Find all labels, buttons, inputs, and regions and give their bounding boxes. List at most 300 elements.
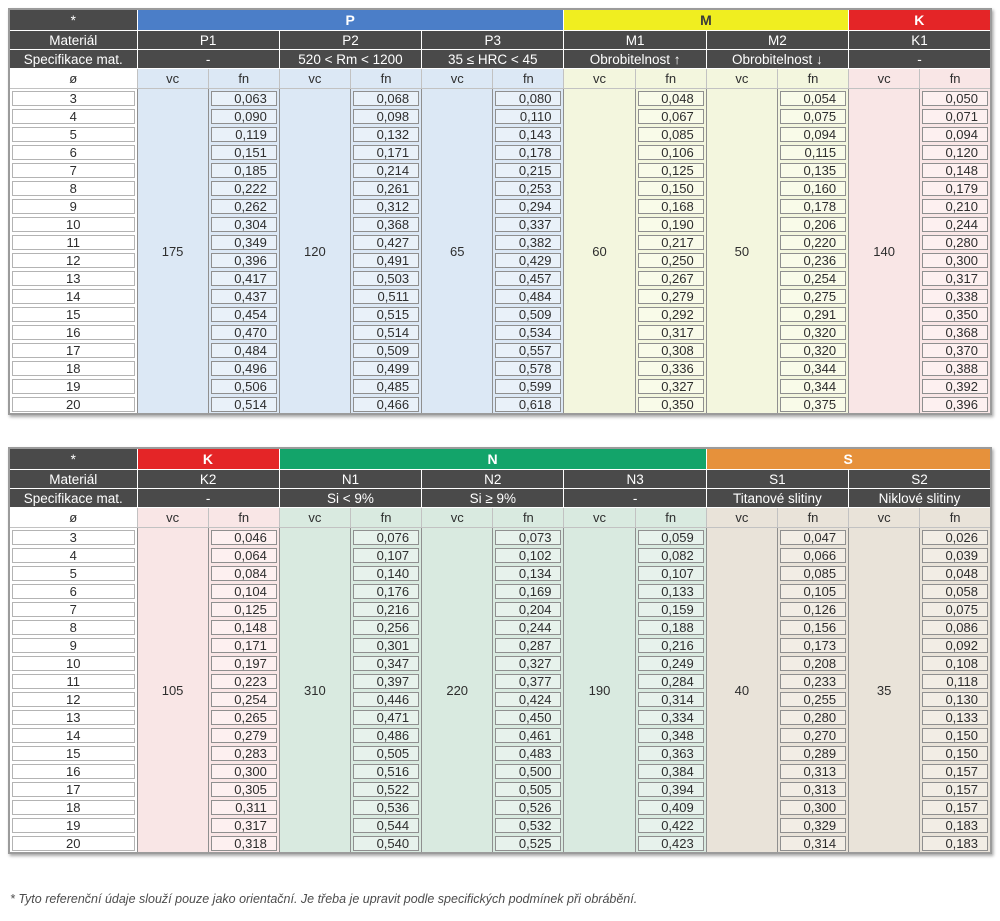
diameter-cell [9,125,137,143]
fn-value-N1 [350,528,421,547]
fn-value-S2 [920,690,991,708]
vc-value-P3: 65 [422,89,493,415]
fn-value-S1 [777,762,848,780]
fn-value-N1-box: 0,536 [353,800,419,815]
fn-value-M1-box: 0,150 [638,181,704,196]
fn-value-M1 [635,215,706,233]
diameter-cell-box: 18 [12,361,135,376]
fn-value-P3-box: 0,143 [495,127,561,142]
diameter-cell [9,744,137,762]
diameter-cell [9,305,137,323]
material-K1: K1 [849,31,991,50]
vc-value-N2: 220 [422,528,493,854]
fn-header-N2: fn [493,508,564,528]
diameter-cell [9,564,137,582]
fn-value-P2-box: 0,427 [353,235,419,250]
fn-value-S1-box: 0,314 [780,836,846,851]
fn-value-K1-box: 0,317 [922,271,988,286]
diameter-cell-box: 15 [12,746,135,761]
fn-value-S2 [920,672,991,690]
fn-value-K2-box: 0,283 [211,746,277,761]
diameter-cell-box: 15 [12,307,135,322]
fn-value-S2-box: 0,058 [922,584,988,599]
fn-value-N1 [350,636,421,654]
fn-value-S2 [920,600,991,618]
fn-value-P1-box: 0,496 [211,361,277,376]
fn-value-M1 [635,341,706,359]
fn-value-M2-box: 0,220 [780,235,846,250]
fn-value-K2 [208,600,279,618]
diameter-cell-box: 6 [12,584,135,599]
fn-value-N2-box: 0,526 [495,800,561,815]
fn-value-S2-box: 0,157 [922,800,988,815]
fn-value-S2 [920,816,991,834]
fn-value-N2 [493,528,564,547]
vc-header-N1: vc [279,508,350,528]
fn-value-K2 [208,690,279,708]
vc-value-S2: 35 [849,528,920,854]
fn-value-K1 [920,89,991,108]
fn-value-P1-box: 0,349 [211,235,277,250]
material-label: Materiál [9,31,137,50]
fn-value-P3 [493,269,564,287]
fn-value-K1-box: 0,388 [922,361,988,376]
diameter-header: ø [9,508,137,528]
fn-value-S1 [777,546,848,564]
fn-header-N3: fn [635,508,706,528]
fn-value-K1-box: 0,244 [922,217,988,232]
spec-N3: - [564,489,706,508]
vc-header-N3: vc [564,508,635,528]
fn-value-S1-box: 0,289 [780,746,846,761]
spec-N1: Si < 9% [279,489,421,508]
diameter-cell [9,708,137,726]
fn-value-N3 [635,636,706,654]
diameter-cell-box: 17 [12,343,135,358]
fn-value-N3-box: 0,159 [638,602,704,617]
fn-value-S1 [777,600,848,618]
fn-value-N3-box: 0,348 [638,728,704,743]
fn-value-P3 [493,215,564,233]
fn-value-K1-box: 0,280 [922,235,988,250]
material-P1: P1 [137,31,279,50]
fn-value-N1 [350,600,421,618]
fn-value-P1-box: 0,185 [211,163,277,178]
fn-value-K2 [208,528,279,547]
fn-value-M1-box: 0,067 [638,109,704,124]
fn-value-N3-box: 0,409 [638,800,704,815]
fn-value-S1 [777,708,848,726]
fn-value-N2-box: 0,424 [495,692,561,707]
fn-value-M2-box: 0,178 [780,199,846,214]
fn-value-N1-box: 0,256 [353,620,419,635]
fn-value-N3-box: 0,188 [638,620,704,635]
fn-value-K2 [208,834,279,853]
fn-value-M2-box: 0,160 [780,181,846,196]
fn-value-M2-box: 0,206 [780,217,846,232]
fn-value-M1 [635,161,706,179]
fn-value-N3-box: 0,363 [638,746,704,761]
spec-P1: - [137,50,279,69]
fn-value-K2-box: 0,279 [211,728,277,743]
fn-value-N1-box: 0,216 [353,602,419,617]
fn-value-K1 [920,323,991,341]
fn-value-K2 [208,744,279,762]
fn-value-N2 [493,600,564,618]
tables-container [8,8,992,854]
fn-value-M1 [635,89,706,108]
fn-value-P2-box: 0,466 [353,397,419,412]
fn-value-M2 [777,197,848,215]
fn-header-M1: fn [635,69,706,89]
fn-value-N2 [493,726,564,744]
fn-value-P3 [493,359,564,377]
fn-value-K1 [920,395,991,414]
fn-value-M1 [635,197,706,215]
fn-value-P1 [208,251,279,269]
fn-value-K1 [920,179,991,197]
fn-value-N3 [635,726,706,744]
fn-value-N3-box: 0,394 [638,782,704,797]
diameter-cell-box: 13 [12,710,135,725]
fn-value-K1-box: 0,370 [922,343,988,358]
fn-value-P3 [493,107,564,125]
diameter-cell-box: 8 [12,181,135,196]
fn-value-M2 [777,89,848,108]
fn-value-P1-box: 0,063 [211,91,277,106]
diameter-cell [9,179,137,197]
spec-label: Specifikace mat. [9,50,137,69]
fn-header-K1: fn [920,69,991,89]
fn-value-K1 [920,125,991,143]
fn-value-P1-box: 0,119 [211,127,277,142]
fn-value-S2 [920,762,991,780]
diameter-cell [9,341,137,359]
fn-value-K1 [920,215,991,233]
fn-value-P1-box: 0,454 [211,307,277,322]
fn-header-M2: fn [777,69,848,89]
fn-value-M2 [777,341,848,359]
fn-value-P3-box: 0,484 [495,289,561,304]
fn-value-N1-box: 0,516 [353,764,419,779]
fn-value-S2-box: 0,183 [922,818,988,833]
fn-value-P2-box: 0,485 [353,379,419,394]
fn-value-N1 [350,654,421,672]
fn-value-M1-box: 0,085 [638,127,704,142]
fn-value-K2 [208,798,279,816]
vc-value-S1: 40 [706,528,777,854]
fn-value-N1 [350,690,421,708]
fn-value-S2-box: 0,092 [922,638,988,653]
fn-value-N1 [350,618,421,636]
fn-value-P2-box: 0,261 [353,181,419,196]
group-band-N: N [279,448,706,470]
fn-value-N1-box: 0,544 [353,818,419,833]
fn-value-K2-box: 0,265 [211,710,277,725]
fn-value-S1 [777,582,848,600]
fn-value-S1-box: 0,300 [780,800,846,815]
fn-value-P2 [350,143,421,161]
fn-value-N2-box: 0,450 [495,710,561,725]
fn-value-M1 [635,287,706,305]
fn-value-S1-box: 0,270 [780,728,846,743]
fn-value-K1 [920,305,991,323]
diameter-cell-box: 20 [12,836,135,851]
fn-value-P2 [350,251,421,269]
fn-value-N2 [493,582,564,600]
fn-value-K2-box: 0,318 [211,836,277,851]
material-N1: N1 [279,470,421,489]
diameter-cell-box: 9 [12,199,135,214]
fn-value-P3-box: 0,215 [495,163,561,178]
fn-value-S2-box: 0,086 [922,620,988,635]
fn-value-P3 [493,341,564,359]
fn-value-N1-box: 0,505 [353,746,419,761]
fn-value-P1 [208,359,279,377]
fn-value-P1 [208,215,279,233]
fn-value-M2 [777,161,848,179]
material-M1: M1 [564,31,706,50]
cutting-data-table-1 [8,8,992,415]
fn-value-P3 [493,125,564,143]
fn-value-K1-box: 0,396 [922,397,988,412]
fn-value-N2 [493,744,564,762]
fn-value-S1 [777,564,848,582]
fn-value-S2-box: 0,133 [922,710,988,725]
fn-value-P2 [350,161,421,179]
fn-value-S1-box: 0,105 [780,584,846,599]
fn-value-N2 [493,564,564,582]
fn-value-K2-box: 0,254 [211,692,277,707]
diameter-cell-box: 9 [12,638,135,653]
diameter-cell-box: 11 [12,674,135,689]
diameter-cell-box: 14 [12,728,135,743]
fn-value-S2-box: 0,118 [922,674,988,689]
fn-value-P3-box: 0,557 [495,343,561,358]
diameter-cell-box: 17 [12,782,135,797]
fn-value-M2-box: 0,320 [780,325,846,340]
fn-value-N3 [635,564,706,582]
fn-value-K2 [208,780,279,798]
spec-N2: Si ≥ 9% [422,489,564,508]
fn-value-P3-box: 0,534 [495,325,561,340]
vc-header-N2: vc [422,508,493,528]
fn-value-P2 [350,125,421,143]
fn-value-N3 [635,690,706,708]
diameter-cell-box: 16 [12,764,135,779]
fn-value-P3-box: 0,178 [495,145,561,160]
fn-value-S2 [920,798,991,816]
fn-value-M2 [777,125,848,143]
fn-value-P3 [493,197,564,215]
footnote-text: * Tyto referenční údaje slouží pouze jako orientační. Je třeba je upravit podle specifických podmínek při obrábění. [10,892,638,906]
fn-value-P1-box: 0,470 [211,325,277,340]
fn-value-P2-box: 0,214 [353,163,419,178]
vc-header-P2: vc [279,69,350,89]
fn-value-S2 [920,654,991,672]
fn-value-S1-box: 0,313 [780,764,846,779]
fn-value-M2 [777,323,848,341]
fn-value-K2 [208,708,279,726]
fn-value-S2 [920,618,991,636]
diameter-cell [9,215,137,233]
fn-value-P3-box: 0,429 [495,253,561,268]
spec-K2: - [137,489,279,508]
fn-value-K2-box: 0,046 [211,530,277,545]
fn-value-P1 [208,143,279,161]
diameter-cell [9,197,137,215]
fn-value-N2 [493,636,564,654]
fn-value-N1-box: 0,347 [353,656,419,671]
fn-value-M2 [777,179,848,197]
group-band-K: K [849,9,991,31]
fn-value-P3-box: 0,578 [495,361,561,376]
fn-value-N1-box: 0,540 [353,836,419,851]
fn-value-P1-box: 0,090 [211,109,277,124]
fn-value-P2 [350,323,421,341]
diameter-cell [9,395,137,414]
fn-value-N2-box: 0,169 [495,584,561,599]
fn-value-N2 [493,546,564,564]
fn-value-M1 [635,323,706,341]
diameter-cell [9,161,137,179]
fn-value-P1-box: 0,417 [211,271,277,286]
fn-value-P3-box: 0,618 [495,397,561,412]
fn-value-N2-box: 0,461 [495,728,561,743]
fn-value-P1 [208,395,279,414]
fn-value-N3 [635,798,706,816]
fn-value-K1-box: 0,392 [922,379,988,394]
fn-value-P2 [350,341,421,359]
diameter-cell-box: 3 [12,530,135,545]
fn-value-P2 [350,269,421,287]
fn-value-N3 [635,600,706,618]
fn-value-K2-box: 0,311 [211,800,277,815]
fn-value-M1-box: 0,292 [638,307,704,322]
fn-value-K1-box: 0,210 [922,199,988,214]
fn-value-P3-box: 0,110 [495,109,561,124]
fn-value-N2 [493,816,564,834]
fn-value-N3-box: 0,334 [638,710,704,725]
fn-value-S1 [777,744,848,762]
vc-value-K2: 105 [137,528,208,854]
diameter-cell [9,636,137,654]
diameter-cell-box: 10 [12,656,135,671]
diameter-cell [9,269,137,287]
fn-value-K1-box: 0,148 [922,163,988,178]
diameter-cell [9,377,137,395]
fn-value-S1-box: 0,280 [780,710,846,725]
fn-value-N3-box: 0,133 [638,584,704,599]
fn-value-N2 [493,672,564,690]
fn-value-P2-box: 0,368 [353,217,419,232]
fn-value-K1-box: 0,350 [922,307,988,322]
fn-value-N3-box: 0,422 [638,818,704,833]
fn-value-N1-box: 0,486 [353,728,419,743]
fn-value-P1 [208,269,279,287]
fn-value-M1-box: 0,125 [638,163,704,178]
fn-value-N3 [635,834,706,853]
fn-value-P3-box: 0,294 [495,199,561,214]
fn-value-M1 [635,125,706,143]
fn-value-K1-box: 0,179 [922,181,988,196]
fn-value-S2 [920,546,991,564]
fn-value-N3 [635,582,706,600]
diameter-cell [9,287,137,305]
diameter-cell [9,726,137,744]
fn-value-N3-box: 0,284 [638,674,704,689]
material-P2: P2 [279,31,421,50]
fn-value-M2 [777,395,848,414]
fn-value-S1 [777,816,848,834]
fn-value-P3-box: 0,337 [495,217,561,232]
fn-value-P1 [208,179,279,197]
fn-value-P3 [493,143,564,161]
fn-value-M1 [635,143,706,161]
fn-value-M2-box: 0,344 [780,361,846,376]
diameter-cell [9,546,137,564]
vc-header-P3: vc [422,69,493,89]
fn-value-M1-box: 0,048 [638,91,704,106]
fn-value-P2-box: 0,132 [353,127,419,142]
fn-value-M1-box: 0,106 [638,145,704,160]
fn-value-S1 [777,654,848,672]
fn-value-S1-box: 0,126 [780,602,846,617]
fn-value-N3-box: 0,082 [638,548,704,563]
fn-value-S2-box: 0,075 [922,602,988,617]
fn-value-N3-box: 0,249 [638,656,704,671]
fn-value-K1-box: 0,071 [922,109,988,124]
fn-value-K1 [920,161,991,179]
spec-label: Specifikace mat. [9,489,137,508]
fn-value-M1 [635,359,706,377]
fn-value-P3-box: 0,457 [495,271,561,286]
fn-value-P3-box: 0,509 [495,307,561,322]
vc-value-K1: 140 [849,89,920,415]
diameter-cell [9,690,137,708]
diameter-cell-box: 6 [12,145,135,160]
fn-value-S2 [920,636,991,654]
fn-value-K1 [920,359,991,377]
fn-value-P2-box: 0,068 [353,91,419,106]
diameter-cell [9,233,137,251]
fn-value-N1 [350,708,421,726]
diameter-cell [9,762,137,780]
fn-value-P1-box: 0,437 [211,289,277,304]
diameter-cell [9,323,137,341]
fn-value-M1-box: 0,350 [638,397,704,412]
fn-value-K2-box: 0,197 [211,656,277,671]
fn-value-S1 [777,636,848,654]
fn-value-P3 [493,377,564,395]
fn-value-N1-box: 0,522 [353,782,419,797]
fn-value-S1-box: 0,047 [780,530,846,545]
fn-value-M2-box: 0,115 [780,145,846,160]
fn-value-N1-box: 0,176 [353,584,419,599]
diameter-cell-box: 8 [12,620,135,635]
group-band-M: M [564,9,849,31]
fn-value-P2 [350,305,421,323]
vc-value-P1: 175 [137,89,208,415]
diameter-cell [9,672,137,690]
fn-value-S1-box: 0,329 [780,818,846,833]
diameter-cell-box: 3 [12,91,135,106]
fn-value-P1 [208,125,279,143]
fn-value-P2-box: 0,312 [353,199,419,214]
fn-value-P1 [208,233,279,251]
fn-value-P1 [208,377,279,395]
fn-value-N1-box: 0,397 [353,674,419,689]
